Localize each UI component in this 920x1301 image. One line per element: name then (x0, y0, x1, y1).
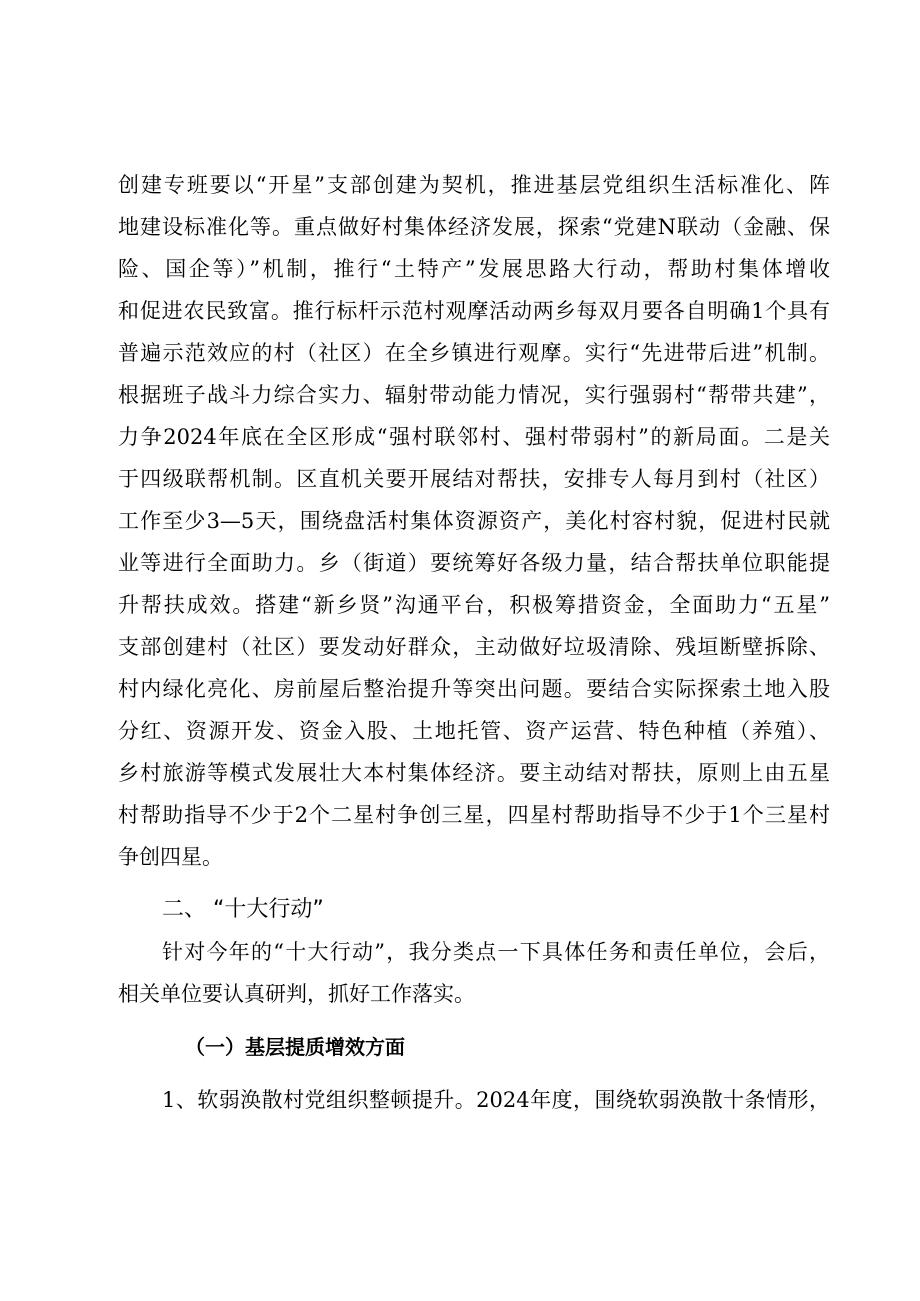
paragraph-line: 针对今年的“十大行动”，我分类点一下具体任务和责任单位，会后， (162, 940, 830, 964)
paragraph-line: 根据班子战斗力综合实力、辐射带动能力情况，实行强弱村“帮带共建”， (118, 383, 830, 407)
paragraph-line: 1、软弱涣散村党组织整顿提升。2024年度，围绕软弱涣散十条情形， (162, 1088, 830, 1112)
paragraph-line: 分红、资源开发、资金入股、土地托管、资产运营、特色种植（养殖）、 (118, 719, 830, 743)
paragraph-line: 力争2024年底在全区形成“强村联邻村、强村带弱村”的新局面。二是关 (118, 425, 830, 449)
paragraph-line: 村内绿化亮化、房前屋后整治提升等突出问题。要结合实际探索土地入股 (118, 677, 830, 701)
section-heading: 二、 “十大行动” (162, 897, 324, 922)
paragraph-line: 险、国企等）”机制，推行“土特产”发展思路大行动，帮助村集体增收 (118, 257, 830, 281)
paragraph-line: 业等进行全面助力。乡（街道）要统筹好各级力量，结合帮扶单位职能提 (118, 551, 830, 575)
paragraph-line: 村帮助指导不少于2个二星村争创三星，四星村帮助指导不少于1个三星村 (118, 803, 830, 827)
paragraph-line: 工作至少3—5天，围绕盘活村集体资源资产，美化村容村貌，促进村民就 (118, 509, 830, 533)
paragraph-line: 支部创建村（社区）要发动好群众，主动做好垃圾清除、残垣断壁拆除、 (118, 635, 830, 659)
paragraph-line: 地建设标准化等。重点做好村集体经济发展，探索“党建N联动（金融、保 (118, 215, 830, 239)
paragraph-line: 和促进农民致富。推行标杆示范村观摩活动两乡每双月要各自明确1个具有 (118, 299, 830, 323)
paragraph-line: 创建专班要以“开星”支部创建为契机，推进基层党组织生活标准化、阵 (118, 173, 830, 197)
paragraph-line: 争创四星。 (118, 845, 223, 869)
paragraph-line: 升帮扶成效。搭建“新乡贤”沟通平台，积极筹措资金，全面助力“五星” (118, 593, 830, 617)
paragraph-line: 普遍示范效应的村（社区）在全乡镇进行观摩。实行“先进带后进”机制。 (118, 341, 830, 365)
paragraph-line: 于四级联帮机制。区直机关要开展结对帮扶，安排专人每月到村（社区） (118, 467, 830, 491)
paragraph-line: 相关单位要认真研判，抓好工作落实。 (118, 982, 475, 1006)
paragraph-line: 乡村旅游等模式发展壮大本村集体经济。要主动结对帮扶，原则上由五星 (118, 761, 830, 785)
subsection-heading: （一）基层提质增效方面 (185, 1035, 405, 1059)
